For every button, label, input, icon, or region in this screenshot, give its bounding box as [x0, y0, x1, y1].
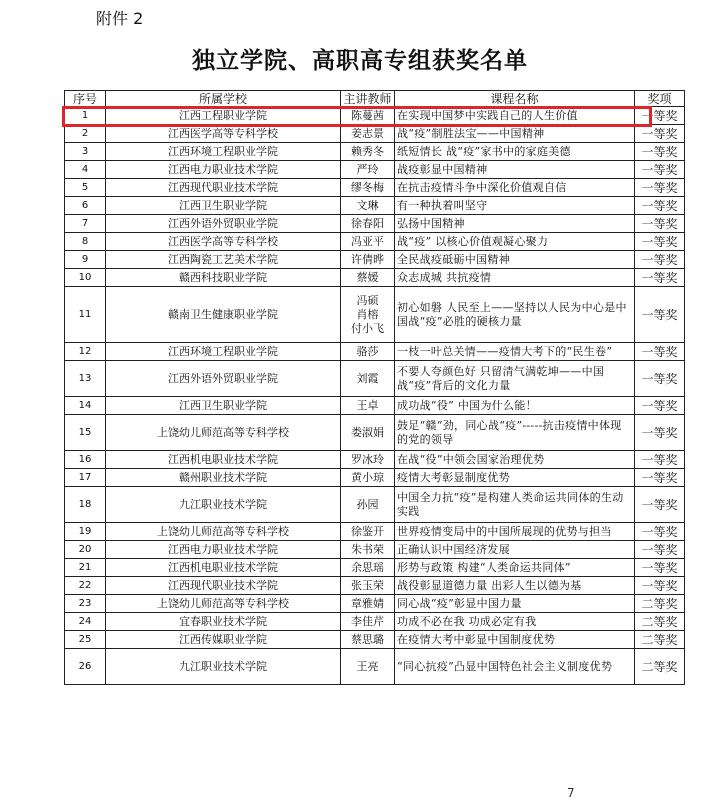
cell-award: 二等奖 — [635, 649, 685, 685]
cell-no: 8 — [65, 233, 106, 251]
table-row — [65, 269, 685, 287]
cell-school: 赣西科技职业学院 — [106, 269, 341, 287]
teacher-name: 余思瑶 — [351, 560, 384, 574]
cell-course: 弘扬中国精神 — [395, 215, 635, 233]
teacher-name: 张玉荣 — [351, 578, 384, 592]
cell-no: 22 — [65, 577, 106, 595]
cell-no: 26 — [65, 649, 106, 685]
cell-course: 战“疫”制胜法宝——中国精神 — [395, 125, 635, 143]
cell-school: 江西医学高等专科学校 — [106, 233, 341, 251]
table-row — [65, 487, 685, 523]
cell-no: 13 — [65, 361, 106, 397]
cell-no: 12 — [65, 343, 106, 361]
cell-school: 上饶幼儿师范高等专科学校 — [106, 595, 341, 613]
cell-school: 江西外语外贸职业学院 — [106, 215, 341, 233]
teacher-name: 娄淑娟 — [351, 425, 384, 439]
cell-school: 上饶幼儿师范高等专科学校 — [106, 523, 341, 541]
header-teacher: 主讲教师 — [341, 91, 395, 107]
cell-course: 有一种执着叫坚守 — [395, 197, 635, 215]
teacher-name: 刘霞 — [356, 371, 379, 385]
table-row — [65, 631, 685, 649]
cell-course: 初心如磐 人民至上——坚持以人民为中心是中国战“疫”必胜的硬核力量 — [395, 287, 635, 343]
cell-course: 疫情大考彰显制度优势 — [395, 469, 635, 487]
teacher-name: 冯亚平 — [351, 234, 384, 248]
cell-award: 一等奖 — [635, 251, 685, 269]
cell-teacher — [341, 215, 395, 233]
cell-school: 江西现代职业技术学院 — [106, 577, 341, 595]
cell-award: 一等奖 — [635, 215, 685, 233]
cell-course: 不要人夸颜色好 只留清气满乾坤——中国战“疫”背后的文化力量 — [395, 361, 635, 397]
teacher-name: 王卓 — [356, 398, 379, 412]
cell-no: 4 — [65, 161, 106, 179]
cell-school: 江西机电职业技术学院 — [106, 559, 341, 577]
cell-award: 一等奖 — [635, 179, 685, 197]
table-row — [65, 469, 685, 487]
cell-no: 1 — [65, 107, 106, 125]
cell-no: 21 — [65, 559, 106, 577]
table-row — [65, 451, 685, 469]
table-row — [65, 397, 685, 415]
cell-no: 9 — [65, 251, 106, 269]
teacher-name: 徐春阳 — [351, 216, 384, 230]
header-course: 课程名称 — [395, 91, 635, 107]
table-row — [65, 595, 685, 613]
table-row — [65, 649, 685, 685]
cell-course: 战役彰显道德力量 出彩人生以德为基 — [395, 577, 635, 595]
cell-no: 2 — [65, 125, 106, 143]
header-no: 序号 — [65, 91, 106, 107]
cell-award: 一等奖 — [635, 287, 685, 343]
cell-no: 14 — [65, 397, 106, 415]
cell-award: 一等奖 — [635, 197, 685, 215]
cell-course: 战“疫” 以核心价值观凝心聚力 — [395, 233, 635, 251]
cell-course: 功成不必在我 功成必定有我 — [395, 613, 635, 631]
teacher-name: 王亮 — [356, 659, 379, 673]
cell-school: 江西传媒职业学院 — [106, 631, 341, 649]
table-row — [65, 197, 685, 215]
document-title: 独立学院、高职高专组获奖名单 — [192, 47, 528, 74]
cell-school: 江西陶瓷工艺美术学院 — [106, 251, 341, 269]
cell-award: 一等奖 — [635, 577, 685, 595]
teacher-name: 陈蔓茜 — [351, 108, 384, 122]
cell-no: 11 — [65, 287, 106, 343]
cell-teacher — [341, 251, 395, 269]
cell-teacher — [341, 631, 395, 649]
cell-award: 一等奖 — [635, 415, 685, 451]
cell-school: 江西现代职业技术学院 — [106, 179, 341, 197]
cell-teacher — [341, 361, 395, 397]
header-school: 所属学校 — [106, 91, 341, 107]
cell-school: 江西外语外贸职业学院 — [106, 361, 341, 397]
cell-school: 宜春职业技术学院 — [106, 613, 341, 631]
cell-teacher — [341, 523, 395, 541]
teacher-name: 孙园 — [356, 497, 379, 511]
teacher-name: 文琳 — [356, 198, 379, 212]
cell-course: 纸短情长 战“疫”家书中的家庭美德 — [395, 143, 635, 161]
cell-teacher — [341, 143, 395, 161]
teacher-name: 冯硕 — [356, 293, 379, 307]
cell-course: 同心战“疫”彰显中国力量 — [395, 595, 635, 613]
cell-teacher — [341, 197, 395, 215]
table-row — [65, 343, 685, 361]
table-row — [65, 287, 685, 343]
cell-teacher — [341, 613, 395, 631]
cell-award: 一等奖 — [635, 559, 685, 577]
teacher-name: 严玲 — [356, 162, 379, 176]
cell-no: 7 — [65, 215, 106, 233]
cell-course: 战疫彰显中国精神 — [395, 161, 635, 179]
cell-course: 在实现中国梦中实践自己的人生价值 — [395, 107, 635, 125]
cell-course: 在战“役”中领会国家治理优势 — [395, 451, 635, 469]
table-row — [65, 215, 685, 233]
teacher-name: 赖秀冬 — [351, 144, 384, 158]
cell-course: 正确认识中国经济发展 — [395, 541, 635, 559]
cell-award: 二等奖 — [635, 631, 685, 649]
cell-teacher — [341, 107, 395, 125]
cell-teacher — [341, 469, 395, 487]
cell-award: 一等奖 — [635, 523, 685, 541]
cell-award: 二等奖 — [635, 595, 685, 613]
teacher-name: 蔡媛 — [356, 270, 379, 284]
page-number: 7 — [567, 786, 575, 800]
teacher-name: 姜志景 — [351, 126, 384, 140]
cell-award: 一等奖 — [635, 469, 685, 487]
cell-course: 成功战“役” 中国为什么能！ — [395, 397, 635, 415]
cell-course: 在疫情大考中彰显中国制度优势 — [395, 631, 635, 649]
table-row — [65, 125, 685, 143]
cell-teacher — [341, 541, 395, 559]
cell-course: 鼓足“赣”劲，同心战“疫”-----抗击疫情中体现的党的领导 — [395, 415, 635, 451]
teacher-name: 李佳芹 — [351, 614, 384, 628]
cell-school: 九江职业技术学院 — [106, 487, 341, 523]
cell-teacher — [341, 559, 395, 577]
table-row — [65, 143, 685, 161]
cell-teacher — [341, 397, 395, 415]
cell-award: 一等奖 — [635, 143, 685, 161]
cell-course: 众志成城 共抗疫情 — [395, 269, 635, 287]
cell-award: 一等奖 — [635, 487, 685, 523]
cell-school: 江西工程职业学院 — [106, 107, 341, 125]
cell-school: 九江职业技术学院 — [106, 649, 341, 685]
cell-award: 一等奖 — [635, 107, 685, 125]
table-row — [65, 559, 685, 577]
cell-teacher — [341, 287, 395, 343]
cell-award: 一等奖 — [635, 451, 685, 469]
cell-course: 形势与政策 构建“人类命运共同体” — [395, 559, 635, 577]
cell-teacher — [341, 451, 395, 469]
cell-no: 25 — [65, 631, 106, 649]
table-row — [65, 361, 685, 397]
cell-no: 3 — [65, 143, 106, 161]
cell-course: 世界疫情变局中的中国所展现的优势与担当 — [395, 523, 635, 541]
teacher-name: 罗冰玲 — [351, 452, 384, 466]
teacher-name: 许倩晔 — [351, 252, 384, 266]
cell-no: 10 — [65, 269, 106, 287]
cell-teacher — [341, 577, 395, 595]
cell-award: 一等奖 — [635, 125, 685, 143]
cell-teacher — [341, 269, 395, 287]
cell-no: 23 — [65, 595, 106, 613]
cell-award: 一等奖 — [635, 541, 685, 559]
header-award: 奖项 — [635, 91, 685, 107]
cell-teacher — [341, 125, 395, 143]
cell-teacher — [341, 343, 395, 361]
table-row — [65, 179, 685, 197]
cell-school: 上饶幼儿师范高等专科学校 — [106, 415, 341, 451]
teacher-name: 黄小琼 — [351, 470, 384, 484]
cell-school: 江西环境工程职业学院 — [106, 143, 341, 161]
cell-school: 赣州职业技术学院 — [106, 469, 341, 487]
cell-no: 20 — [65, 541, 106, 559]
table-row — [65, 251, 685, 269]
table-row — [65, 161, 685, 179]
cell-no: 17 — [65, 469, 106, 487]
cell-course: 中国全力抗“疫”是构建人类命运共同体的生动实践 — [395, 487, 635, 523]
cell-course: 在抗击疫情斗争中深化价值观自信 — [395, 179, 635, 197]
awards-table — [64, 90, 685, 685]
cell-teacher — [341, 233, 395, 251]
teacher-name: 付小飞 — [351, 321, 384, 335]
table-row — [65, 577, 685, 595]
table-row — [65, 541, 685, 559]
cell-school: 江西医学高等专科学校 — [106, 125, 341, 143]
cell-no: 5 — [65, 179, 106, 197]
cell-no: 24 — [65, 613, 106, 631]
teacher-name: 章雅婧 — [351, 596, 384, 610]
cell-school: 江西机电职业技术学院 — [106, 451, 341, 469]
cell-award: 二等奖 — [635, 613, 685, 631]
table-row — [65, 415, 685, 451]
cell-teacher — [341, 595, 395, 613]
cell-no: 18 — [65, 487, 106, 523]
cell-no: 6 — [65, 197, 106, 215]
cell-teacher — [341, 161, 395, 179]
cell-teacher — [341, 649, 395, 685]
table-header-row — [65, 91, 685, 107]
awards-table-body — [65, 107, 685, 685]
teacher-name: 肖榕 — [356, 307, 379, 321]
cell-school: 江西卫生职业学院 — [106, 197, 341, 215]
teacher-name: 朱书荣 — [351, 542, 384, 556]
table-row — [65, 107, 685, 125]
teacher-name: 蔡思璐 — [351, 632, 384, 646]
cell-no: 19 — [65, 523, 106, 541]
table-row — [65, 523, 685, 541]
cell-school: 江西卫生职业学院 — [106, 397, 341, 415]
cell-award: 一等奖 — [635, 397, 685, 415]
cell-school: 赣南卫生健康职业学院 — [106, 287, 341, 343]
cell-no: 16 — [65, 451, 106, 469]
cell-school: 江西环境工程职业学院 — [106, 343, 341, 361]
teacher-name: 骆莎 — [356, 344, 379, 358]
cell-course: 一枝一叶总关情——疫情大考下的“民生卷” — [395, 343, 635, 361]
teacher-name: 徐鉴开 — [351, 524, 384, 538]
cell-course: “同心抗疫”凸显中国特色社会主义制度优势 — [395, 649, 635, 685]
attachment-label: 附件 2 — [96, 9, 144, 28]
cell-no: 15 — [65, 415, 106, 451]
cell-teacher — [341, 415, 395, 451]
cell-award: 一等奖 — [635, 161, 685, 179]
cell-school: 江西电力职业技术学院 — [106, 161, 341, 179]
cell-award: 一等奖 — [635, 233, 685, 251]
cell-school: 江西电力职业技术学院 — [106, 541, 341, 559]
cell-course: 全民战疫砥砺中国精神 — [395, 251, 635, 269]
cell-teacher — [341, 487, 395, 523]
cell-teacher — [341, 179, 395, 197]
cell-award: 一等奖 — [635, 343, 685, 361]
cell-award: 一等奖 — [635, 361, 685, 397]
table-row — [65, 613, 685, 631]
cell-award: 一等奖 — [635, 269, 685, 287]
teacher-name: 缪冬梅 — [351, 180, 384, 194]
table-row — [65, 233, 685, 251]
